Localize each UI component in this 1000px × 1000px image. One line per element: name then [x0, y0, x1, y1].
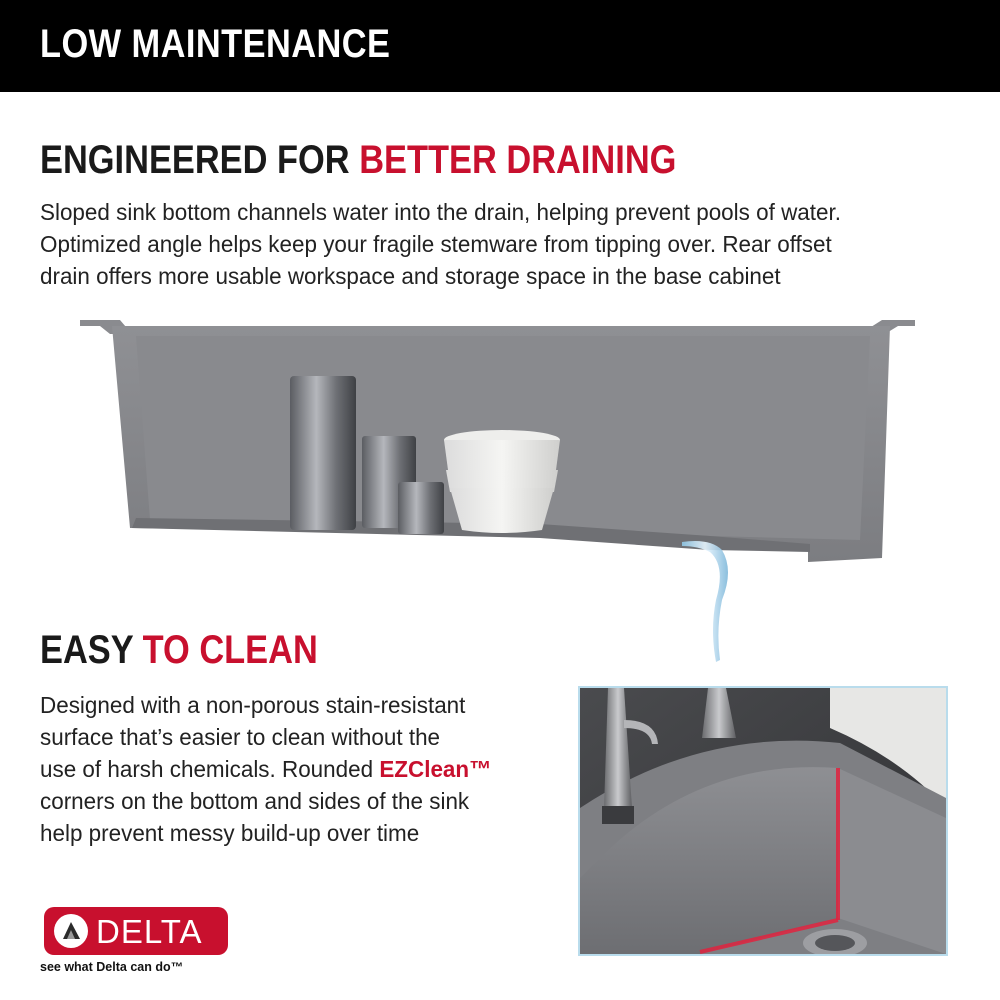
ezclean-brand: EZClean™: [379, 756, 492, 782]
delta-wordmark: DELTA: [96, 913, 203, 950]
delta-logo: [44, 907, 228, 955]
clean-line-1: Designed with a non-porous stain-resistant: [40, 692, 466, 718]
section-heading-clean: [40, 628, 318, 673]
draining-line-1: Sloped sink bottom channels water into the drain, helping prevent pools of water.: [40, 199, 841, 225]
clean-line-5: help prevent messy build-up over time: [40, 820, 420, 846]
clean-description: [40, 689, 492, 849]
delta-triangle-icon: [54, 914, 88, 948]
heading-clean-black: EASY: [40, 628, 143, 672]
heading-clean-red: TO CLEAN: [142, 628, 318, 672]
clean-line-4: corners on the bottom and sides of the sink: [40, 788, 470, 814]
clean-line-3-text: use of harsh chemicals. Rounded: [40, 756, 380, 782]
draining-line-3: drain offers more usable workspace and storage space in the base cabinet: [40, 263, 781, 289]
clean-line-3: [40, 753, 492, 785]
heading-draining-black: ENGINEERED FOR: [40, 138, 360, 182]
draining-line-2: Optimized angle helps keep your fragile stemware from tipping over. Rear offset: [40, 231, 832, 257]
header-banner: [0, 0, 1000, 92]
draining-description: [40, 196, 841, 292]
section-heading-draining: [40, 138, 676, 183]
sink-corner-photo: [578, 686, 948, 956]
heading-draining-red: BETTER DRAINING: [359, 138, 677, 182]
sink-corner-illustration: [580, 688, 946, 954]
clean-line-2: surface that’s easier to clean without the: [40, 724, 441, 750]
banner-title: LOW MAINTENANCE: [40, 22, 391, 66]
delta-tagline: see what Delta can do™: [40, 960, 184, 974]
